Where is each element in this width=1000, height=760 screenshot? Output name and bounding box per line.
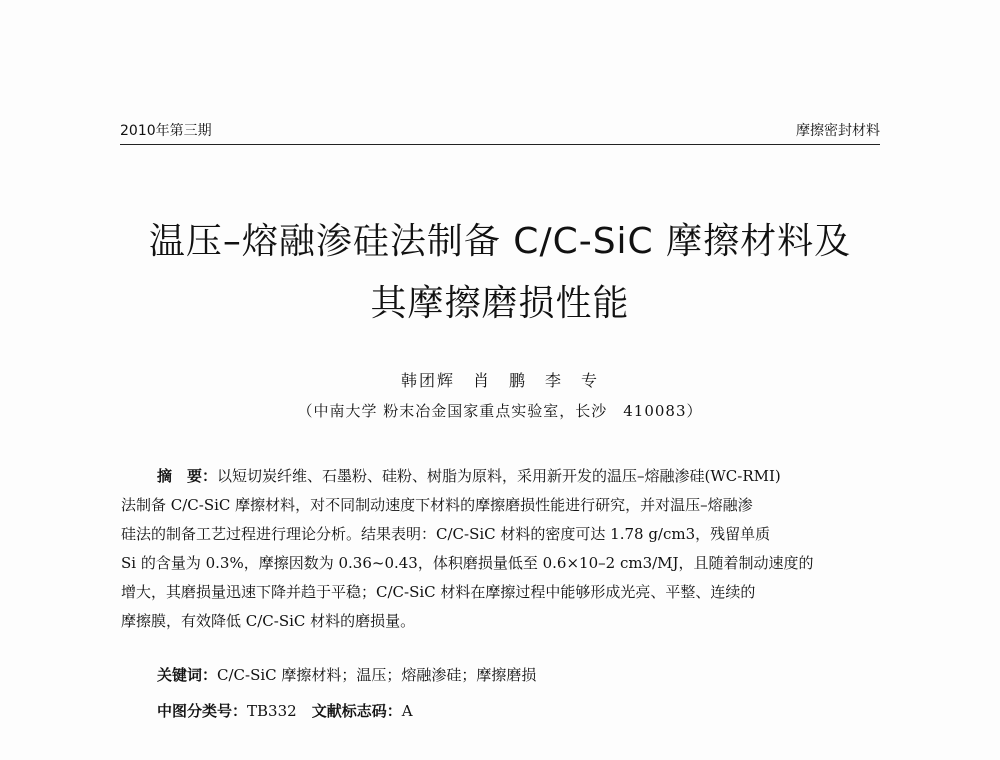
- doc-code-value: A: [401, 702, 413, 720]
- abstract-line-2: 法制备 C/C-SiC 摩擦材料，对不同制动速度下材料的摩擦磨损性能进行研究，并对温压–熔融渗: [121, 496, 753, 514]
- keywords-value: C/C-SiC 摩擦材料；温压；熔融渗硅；摩擦磨损: [217, 666, 537, 684]
- abstract-line-4: Si 的含量为 0.3%，摩擦因数为 0.36~0.43，体积磨损量低至 0.6×10–2 cm3/MJ，且随着制动速度的: [121, 554, 814, 572]
- title-line-2: 其摩擦磨损性能: [370, 283, 630, 324]
- abstract-line-5: 增大，其磨损量迅速下降并趋于平稳；C/C-SiC 材料在摩擦过程中能够形成光亮、平整、连续的: [121, 583, 756, 601]
- classification: [157, 700, 413, 721]
- affiliation: （中南大学 粉末冶金国家重点实验室，长沙 410083）: [297, 402, 703, 420]
- issue-label: 2010年第三期: [120, 123, 212, 139]
- abstract-line-1: [121, 462, 881, 491]
- abstract-text-1: 以短切炭纤维、石墨粉、硅粉、树脂为原料，采用新开发的温压–熔融渗硅(WC-RMI): [217, 467, 781, 485]
- classification-value: TB332: [247, 702, 297, 720]
- abstract-line-3: 硅法的制备工艺过程进行理论分析。结果表明：C/C-SiC 材料的密度可达 1.78 g/cm3，残留单质: [121, 525, 771, 543]
- running-header: [120, 118, 880, 145]
- abstract: [121, 462, 881, 636]
- journal-name: 摩擦密封材料: [796, 123, 880, 139]
- abstract-label: 摘 要：: [157, 467, 218, 485]
- classification-label: 中图分类号：: [157, 702, 248, 720]
- abstract-line-6: 摩擦膜，有效降低 C/C-SiC 材料的磨损量。: [121, 612, 416, 630]
- title-line-1: 温压–熔融渗硅法制备 C/C-SiC 摩擦材料及: [148, 221, 852, 262]
- keywords-label: 关键词：: [157, 666, 218, 684]
- authors: 韩团辉 肖 鹏 李 专: [400, 371, 599, 390]
- doc-code-label: 文献标志码：: [311, 702, 402, 720]
- keywords: [157, 664, 536, 685]
